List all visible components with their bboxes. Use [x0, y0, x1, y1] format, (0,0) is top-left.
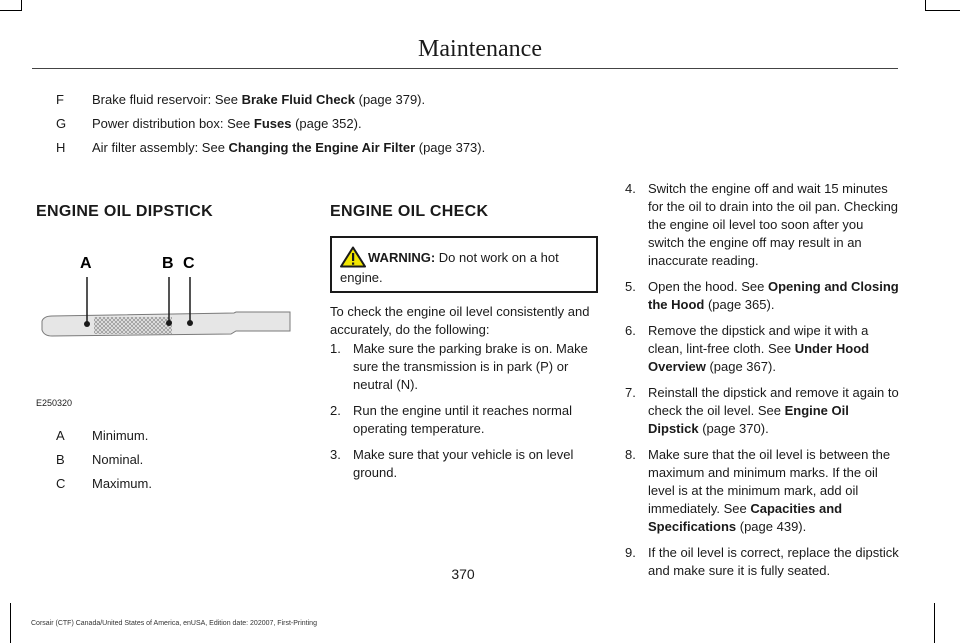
- dipstick-illustration: [36, 250, 292, 410]
- step-number: 5.: [625, 279, 636, 294]
- crop-mark: [21, 0, 22, 11]
- step-item: [330, 402, 602, 438]
- step-text: [648, 180, 900, 270]
- page-number: 370: [451, 566, 475, 582]
- legend-row: [36, 452, 286, 476]
- step-text-part: Make sure that your vehicle is on level ground.: [353, 447, 574, 480]
- crop-mark: [0, 10, 22, 11]
- legend-link[interactable]: Fuses: [253, 116, 292, 131]
- legend-top: [36, 92, 636, 164]
- legend-value: [92, 116, 362, 131]
- crop-mark: [10, 603, 11, 643]
- legend-value: [92, 92, 425, 107]
- legend-value: Minimum.: [92, 428, 149, 443]
- section-heading-oil-check: ENGINE OIL CHECK: [330, 203, 489, 220]
- crop-mark: [934, 603, 935, 643]
- legend-row: [36, 92, 636, 116]
- page-title: Maintenance: [418, 36, 542, 62]
- legend-row: [36, 116, 636, 140]
- step-text-part: Reinstall the dipstick and remove it again to check the oil level. See: [648, 385, 899, 418]
- legend-page: (page 373).: [415, 140, 486, 155]
- step-number: 7.: [625, 385, 636, 400]
- step-text: [648, 322, 900, 376]
- step-number: 4.: [625, 181, 636, 196]
- steps-list-left: [330, 340, 602, 482]
- step-number: 2.: [330, 403, 341, 418]
- dipstick-knurl: [94, 317, 172, 334]
- section-heading-dipstick: ENGINE OIL DIPSTICK: [36, 203, 213, 220]
- legend-row: [36, 428, 286, 452]
- step-link[interactable]: Under Hood Overview: [648, 341, 870, 374]
- step-text-part: (page 367).: [705, 359, 776, 374]
- legend-value: Nominal.: [92, 452, 144, 467]
- warning-triangle-icon: [340, 246, 366, 268]
- step-number: 8.: [625, 447, 636, 462]
- step-text-part: If the oil level is correct, replace the dipstick and make sure it is fully seated.: [648, 545, 899, 578]
- step-text: [353, 340, 602, 394]
- step-text: [648, 278, 900, 314]
- figure-code: E250320: [36, 398, 73, 408]
- label-b: B: [162, 255, 174, 272]
- label-c: C: [183, 255, 195, 272]
- warning-box: [330, 236, 598, 293]
- step-link[interactable]: Capacities and Specifications: [648, 501, 843, 534]
- warning-label: WARNING:: [368, 250, 436, 265]
- mark-min-dot: [84, 321, 90, 327]
- legend-text: Brake fluid reservoir: See: [92, 92, 242, 107]
- legend-key: A: [56, 428, 65, 443]
- legend-page: (page 379).: [355, 92, 426, 107]
- step-item: [330, 446, 602, 482]
- step-text-part: (page 370).: [698, 421, 769, 436]
- step-item: [625, 384, 900, 438]
- step-text: [648, 384, 900, 438]
- step-text-part: Remove the dipstick and wipe it with a clean, lint-free cloth. See: [648, 323, 869, 356]
- step-text-part: Run the engine until it reaches normal operating temperature.: [353, 403, 572, 436]
- step-number: 6.: [625, 323, 636, 338]
- legend-link[interactable]: Brake Fluid Check: [241, 92, 356, 107]
- step-text: [353, 402, 602, 438]
- step-text: [353, 446, 602, 482]
- step-number: 9.: [625, 545, 636, 560]
- header-divider: [32, 68, 898, 69]
- legend-key: B: [56, 452, 65, 467]
- legend-key: C: [56, 476, 66, 491]
- step-link[interactable]: Opening and Closing the Hood: [648, 279, 899, 312]
- legend-value: [92, 140, 485, 155]
- legend-dipstick: [36, 428, 286, 500]
- step-text: [648, 446, 900, 536]
- label-a: A: [80, 255, 92, 272]
- legend-row: [36, 476, 286, 500]
- legend-row: [36, 140, 636, 164]
- step-link[interactable]: Engine Oil Dipstick: [648, 403, 849, 436]
- legend-text: Power distribution box: See: [92, 116, 254, 131]
- legend-key: G: [56, 116, 67, 131]
- crop-mark: [925, 10, 960, 11]
- step-item: [625, 446, 900, 536]
- step-item: [625, 278, 900, 314]
- step-item: [625, 322, 900, 376]
- footer-text: Corsair (CTF) Canada/United States of America, enUSA, Edition date: 202007, First-Printing: [31, 620, 317, 627]
- warning-text: Do not work on a hot engine.: [340, 250, 559, 285]
- mark-nominal-dot: [166, 320, 172, 326]
- legend-text: Air filter assembly: See: [92, 140, 229, 155]
- step-text-part: (page 439).: [736, 519, 807, 534]
- step-number: 1.: [330, 341, 341, 356]
- steps-list-right: [625, 180, 900, 580]
- legend-key: H: [56, 140, 66, 155]
- legend-link[interactable]: Changing the Engine Air Filter: [228, 140, 416, 155]
- step-item: [330, 340, 602, 394]
- intro-paragraph: To check the engine oil level consistently and accurately, do the following:: [330, 304, 590, 337]
- legend-key: F: [56, 92, 64, 107]
- step-text-part: Switch the engine off and wait 15 minutes for the oil to drain into the oil pan. Checking the engine oil level too soon after you switch the engine off may result in an inaccurate reading.: [648, 181, 899, 268]
- step-text-part: Make sure that the oil level is between the maximum and minimum marks. If the oil level is at the minimum mark, add oil immediately. See: [648, 447, 891, 516]
- step-text-part: Open the hood. See: [648, 279, 768, 294]
- step-number: 3.: [330, 447, 341, 462]
- step-item: [625, 180, 900, 270]
- step-text-part: (page 365).: [704, 297, 775, 312]
- mark-max-dot: [187, 320, 193, 326]
- legend-page: (page 352).: [291, 116, 362, 131]
- step-text-part: Make sure the parking brake is on. Make sure the transmission is in park (P) or neutral (N).: [353, 341, 588, 392]
- legend-value: Maximum.: [92, 476, 152, 491]
